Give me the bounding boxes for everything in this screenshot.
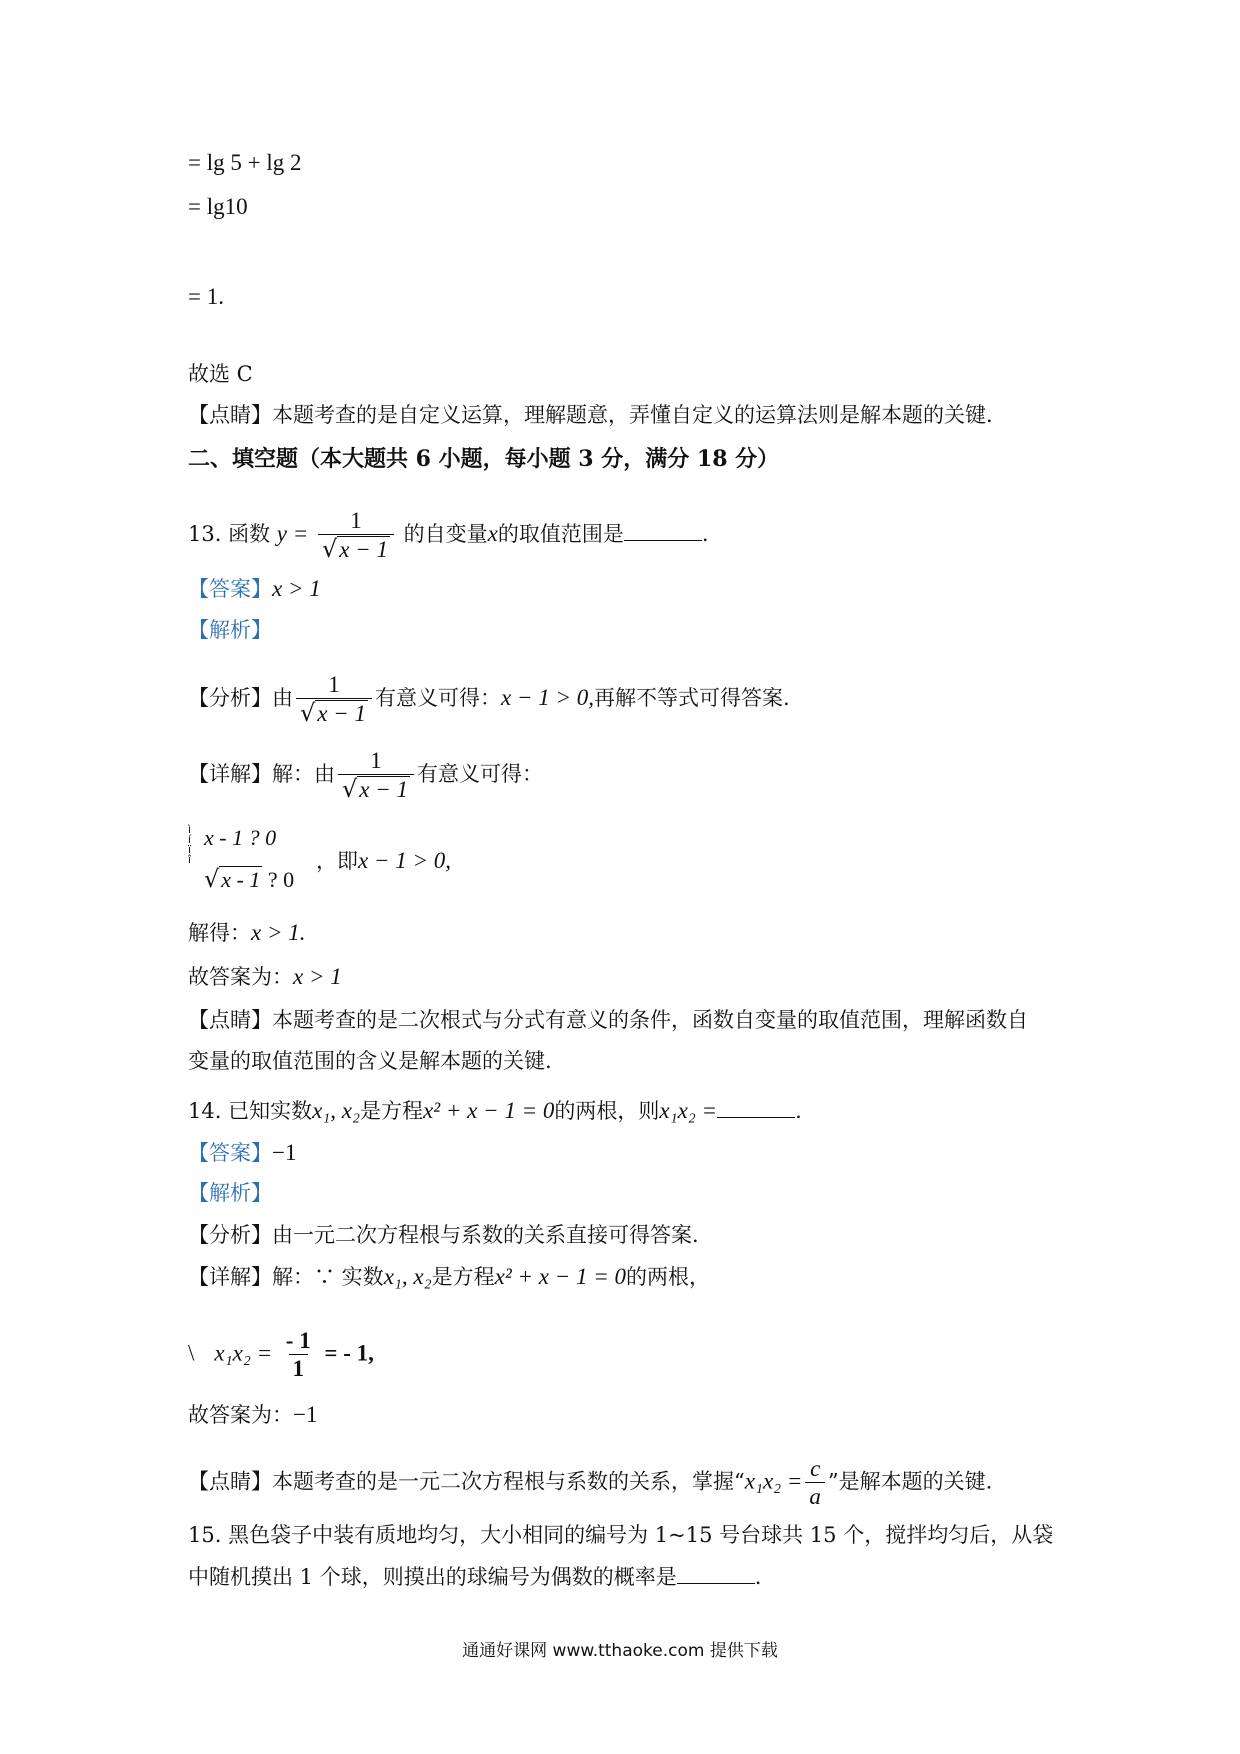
system-row-2 [204, 865, 294, 893]
sqrt-sign: √ [321, 535, 338, 564]
fraction [805, 1456, 825, 1510]
fenxi-text: 再解不等式可得答案. [594, 685, 790, 710]
question-14 [188, 1096, 802, 1126]
answer-value: −1 [272, 1140, 297, 1165]
calc-lhs: x₁x₂ = [214, 1340, 273, 1366]
fraction [318, 508, 394, 563]
answer-13 [188, 574, 321, 604]
question-15-l2 [188, 1562, 761, 1592]
variable: x [487, 520, 498, 546]
answer-tag: 【答案】 [188, 1141, 272, 1165]
question-text: 中随机摸出 1 个球，则摸出的球编号为偶数的概率是 [188, 1565, 677, 1589]
final-14 [188, 1400, 317, 1430]
fraction [282, 1328, 315, 1382]
fraction-numerator: - 1 [285, 1328, 311, 1353]
equation-line-3: = 1. [188, 284, 224, 309]
detail-text: 的两根， [625, 1265, 710, 1289]
comment-13-l1 [188, 1005, 1028, 1035]
variables: x₁, x₂ [383, 1264, 432, 1289]
answer-value: x > 1 [272, 576, 321, 601]
comment-lhs: x₁x₂ = [744, 1468, 803, 1494]
sqrt [300, 700, 368, 726]
sqrt-argument: x - 1 [221, 867, 261, 892]
comment-text: 本题考查的是自定义运算，理解题意，弄懂自定义的运算法则是解本题的关键. [272, 403, 993, 427]
inequality: x − 1 > 0, [501, 684, 595, 710]
question-number: 13. [188, 521, 222, 546]
choose-line: 故选 C [188, 362, 253, 386]
fenxi-tag: 【分析】 [188, 685, 272, 710]
equation-line-1: = lg 5 + lg 2 [188, 150, 302, 175]
fraction-numerator: 1 [370, 748, 382, 773]
brace-icon: ì í ï î [188, 823, 192, 866]
fraction-numerator: c [810, 1456, 821, 1481]
comment-text: 本题考查的是二次根式与分式有意义的条件，函数自变量的取值范围，理解函数自 [272, 1008, 1028, 1032]
answer-tag: 【答案】 [188, 577, 272, 601]
detail-tag: 【详解】 [188, 761, 272, 786]
calc-rhs: = - 1, [324, 1340, 374, 1366]
detail-13 [188, 748, 543, 803]
comment-tag: 【点睛】 [188, 1469, 272, 1494]
tail-text: ，即 [316, 849, 358, 873]
sqrt-argument: x − 1 [339, 537, 388, 563]
sqrt-sign: √ [204, 865, 220, 893]
inequality: x − 1 > 0, [358, 848, 451, 873]
detail-text: 解：由 [272, 761, 335, 786]
fraction-denominator [318, 534, 394, 562]
sqrt-argument: x − 1 [317, 701, 367, 727]
fraction-numerator: 1 [328, 672, 340, 697]
detail-text: 有意义可得： [417, 761, 544, 786]
solve-value: x > 1. [251, 920, 306, 945]
fenxi-tag: 【分析】 [188, 1223, 272, 1247]
detail-14 [188, 1262, 710, 1292]
question-text: 的两根，则 [554, 1099, 660, 1123]
detail-text: 是方程 [431, 1265, 495, 1289]
comment-12 [188, 400, 993, 430]
period: . [754, 1565, 762, 1589]
variables: x₁, x₂ [312, 1098, 361, 1123]
comment-text: ”是解本题的关键. [827, 1469, 993, 1494]
question-15-l1 [188, 1520, 1053, 1550]
fenxi-13 [188, 672, 790, 727]
fenxi-14 [188, 1220, 699, 1250]
section-heading: 二、填空题（本大题共 6 小题，每小题 3 分，满分 18 分） [188, 446, 780, 472]
equation-line-2: = lg10 [188, 194, 248, 219]
final-value: x > 1 [293, 964, 342, 989]
analysis-tag-13: 【解析】 [188, 618, 272, 642]
fraction-denominator [338, 774, 414, 802]
sqrt-sign: √ [342, 775, 358, 804]
fraction-denominator [296, 698, 372, 726]
comment-text: 本题考查的是一元二次方程根与系数的关系，掌握“ [272, 1469, 745, 1494]
fenxi-text: 由一元二次方程根与系数的关系直接可得答案. [272, 1223, 699, 1247]
question-text: 黑色袋子中装有质地均匀，大小相同的编号为 1~15 号台球共 15 个，搅拌均匀后，从袋 [228, 1523, 1054, 1547]
fenxi-text: 有意义可得： [375, 685, 502, 710]
answer-blank [677, 1565, 755, 1584]
calc-14 [188, 1328, 374, 1382]
question-number: 15. [188, 1523, 222, 1547]
detail-text: 解：∵ 实数 [272, 1265, 384, 1289]
question-text: 的自变量 [403, 521, 488, 546]
detail-tag: 【详解】 [188, 1265, 272, 1289]
answer-14 [188, 1138, 296, 1168]
system-tail [316, 845, 451, 875]
analysis-tag-14: 【解析】 [188, 1181, 272, 1205]
question-prefix: 已知实数 [228, 1099, 313, 1123]
final-13 [188, 962, 342, 992]
comment-13-l2: 变量的取值范围的含义是解本题的关键. [188, 1049, 552, 1073]
solve-13 [188, 918, 305, 948]
equation: x² + x − 1 = 0 [423, 1098, 555, 1123]
sqrt [204, 865, 262, 893]
fraction-numerator: 1 [350, 508, 362, 533]
final-label: 故答案为： [188, 1403, 293, 1427]
therefore-symbol: \ [188, 1340, 195, 1366]
sqrt [322, 536, 390, 562]
system-relation: ? 0 [267, 867, 295, 892]
question-text: 的取值范围是 [497, 521, 624, 546]
solve-label: 解得： [188, 921, 251, 945]
fraction-denominator: 1 [289, 1354, 309, 1381]
answer-blank [624, 522, 702, 541]
product: x₁x₂ = [659, 1098, 718, 1123]
function-label: y = [276, 520, 309, 546]
page-footer: 通通好课网 www.tthaoke.com 提供下载 [462, 1641, 778, 1661]
fraction-denominator: a [805, 1482, 825, 1509]
question-text: 是方程 [360, 1099, 424, 1123]
question-number: 14. [188, 1099, 222, 1123]
sqrt-argument: x − 1 [359, 777, 409, 803]
fraction [296, 672, 372, 727]
comment-tag: 【点睛】 [188, 403, 272, 427]
period: . [701, 521, 709, 546]
period: . [795, 1099, 802, 1123]
final-value: −1 [293, 1402, 318, 1427]
system-row-1: x - 1 ? 0 [204, 825, 277, 850]
equation: x² + x − 1 = 0 [494, 1264, 626, 1289]
fenxi-text: 由 [272, 685, 293, 710]
sqrt-sign: √ [300, 699, 316, 728]
fraction [338, 748, 414, 803]
question-13 [188, 508, 709, 563]
answer-blank [717, 1099, 795, 1118]
sqrt [342, 776, 410, 802]
final-label: 故答案为： [188, 965, 293, 989]
comment-14 [188, 1456, 992, 1510]
question-prefix: 函数 [228, 521, 271, 546]
comment-tag: 【点睛】 [188, 1008, 272, 1032]
